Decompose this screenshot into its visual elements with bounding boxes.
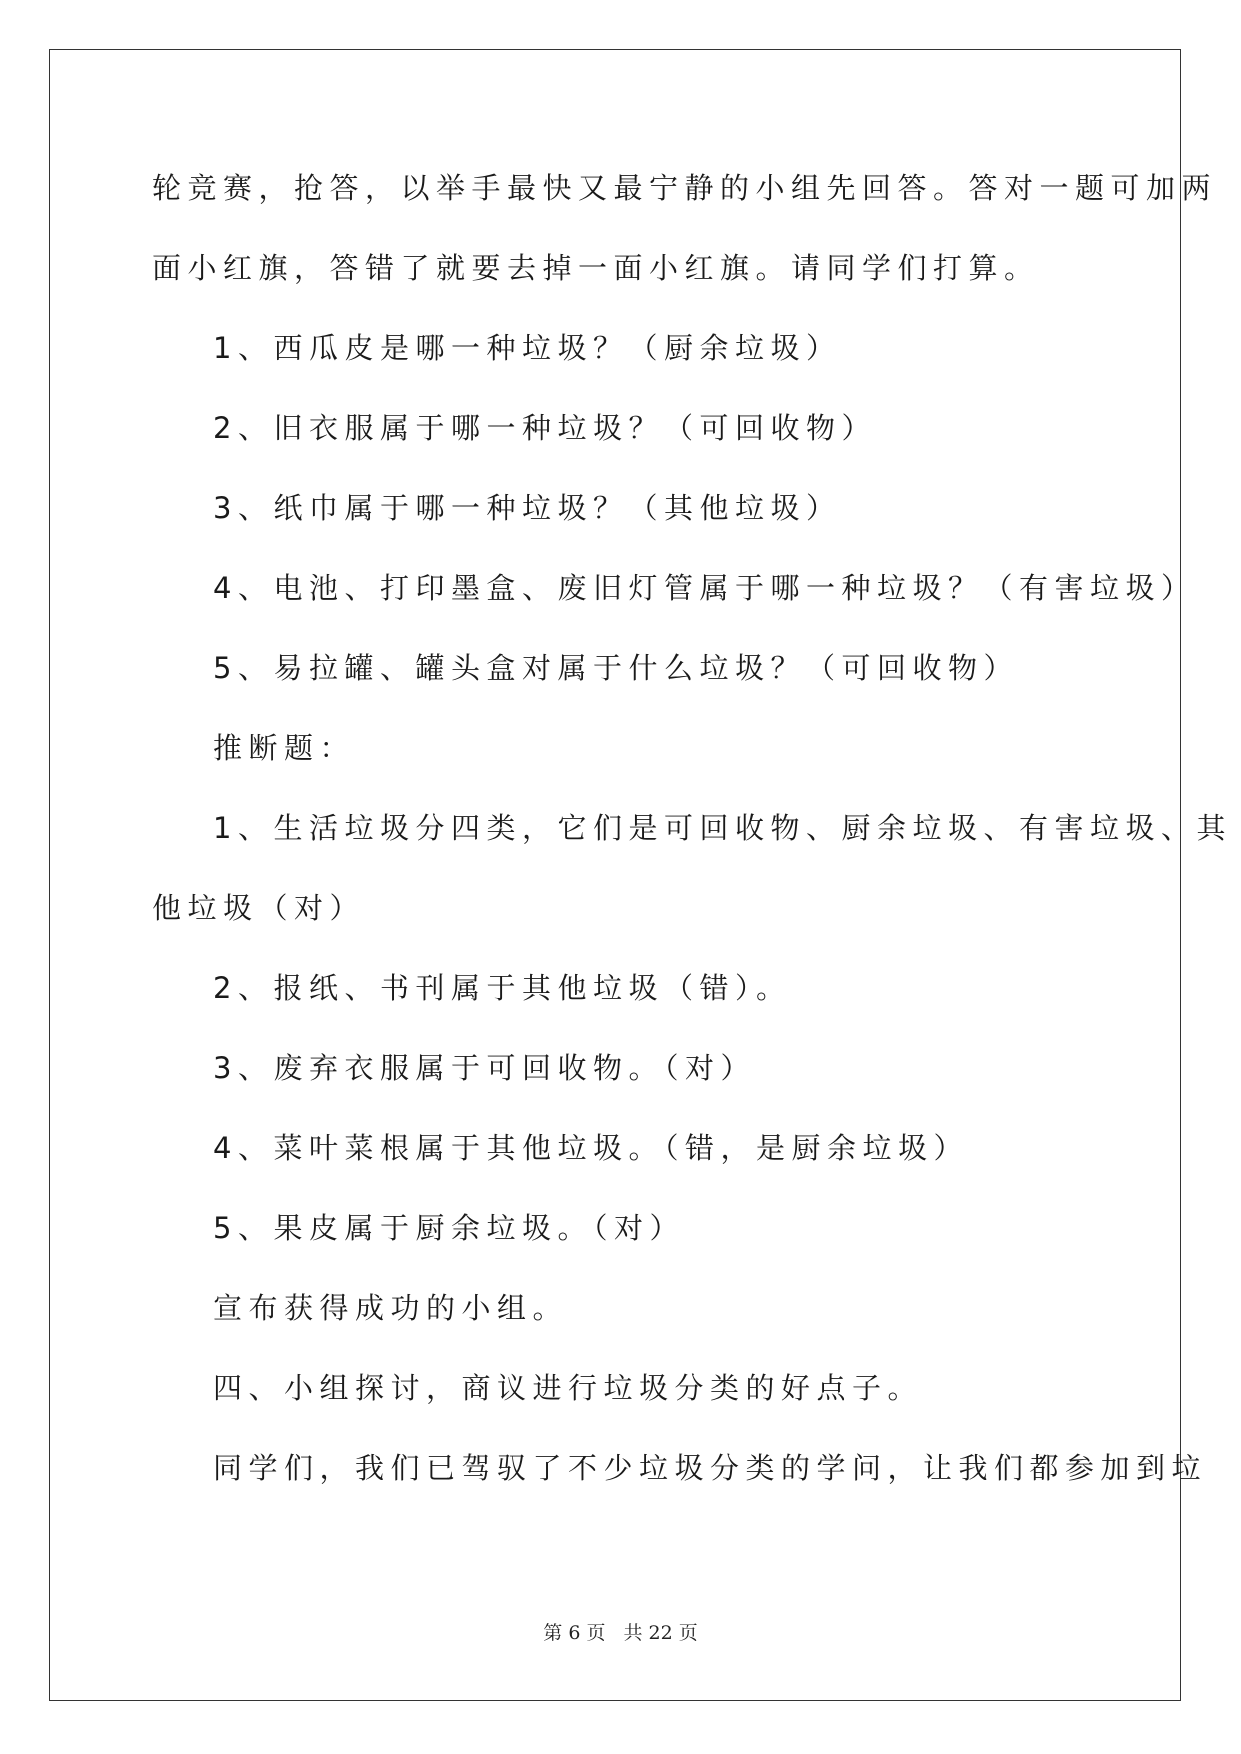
quiz-question: 1、西瓜皮是哪一种垃圾？（厨余垃圾） bbox=[213, 331, 842, 365]
quiz-question: 2、旧衣服属于哪一种垃圾？（可回收物） bbox=[213, 411, 877, 445]
body-text-line: 宣布获得成功的小组。 bbox=[213, 1291, 569, 1325]
judgment-item: 2、报纸、书刊属于其他垃圾（错）。 bbox=[213, 971, 792, 1005]
page-number: 第 6 页 bbox=[543, 1622, 606, 1644]
judgment-item: 4、菜叶菜根属于其他垃圾。（错，是厨余垃圾） bbox=[213, 1131, 969, 1165]
judgment-item: 1、生活垃圾分四类，它们是可回收物、厨余垃圾、有害垃圾、其 bbox=[213, 811, 1232, 845]
section-heading: 四、小组探讨，商议进行垃圾分类的好点子。 bbox=[213, 1371, 924, 1405]
judgment-item-continued: 他垃圾（对） bbox=[152, 891, 366, 925]
judgment-item: 5、果皮属于厨余垃圾。（对） bbox=[213, 1211, 685, 1245]
section-heading: 推断题： bbox=[213, 731, 356, 765]
quiz-question: 5、易拉罐、罐头盒对属于什么垃圾？（可回收物） bbox=[213, 651, 1019, 685]
quiz-question: 3、纸巾属于哪一种垃圾？（其他垃圾） bbox=[213, 491, 842, 525]
judgment-item: 3、废弃衣服属于可回收物。（对） bbox=[213, 1051, 756, 1085]
body-text-line: 同学们，我们已驾驭了不少垃圾分类的学问，让我们都参加到垃 bbox=[213, 1451, 1208, 1485]
body-text-line: 轮竞赛，抢答，以举手最快又最宁静的小组先回答。答对一题可加两 bbox=[152, 171, 1218, 205]
page-footer bbox=[0, 1618, 1241, 1645]
body-text-line: 面小红旗，答错了就要去掉一面小红旗。请同学们打算。 bbox=[152, 251, 1040, 285]
quiz-question: 4、电池、打印墨盒、废旧灯管属于哪一种垃圾？（有害垃圾） bbox=[213, 571, 1197, 605]
page-total: 共 22 页 bbox=[623, 1622, 698, 1644]
